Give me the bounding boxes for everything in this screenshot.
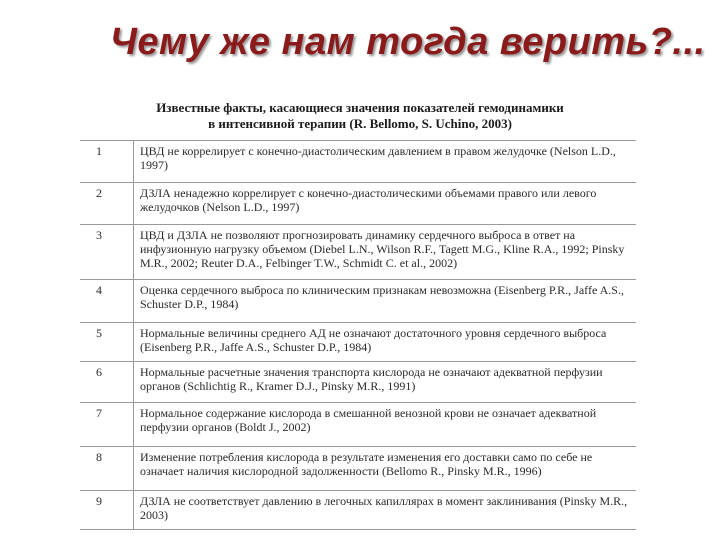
slide-title: Чему же нам тогда верить?... bbox=[110, 21, 706, 63]
row-number: 8 bbox=[80, 447, 134, 491]
row-text: Нормальное содержание кислорода в смешанной венозной крови не означает адекватной перфузии органов (Boldt J., 2002) bbox=[134, 403, 637, 447]
row-text: ДЗЛА не соответствует давлению в легочных капиллярах в момент заклинивания (Pinsky M.R., 2003) bbox=[134, 491, 637, 530]
row-text: Изменение потребления кислорода в результате изменения его доставки само по себе не означает наличия кислородной задолженности (Bellomo R., Pinsky M.R., 1996) bbox=[134, 447, 637, 491]
row-number: 1 bbox=[80, 141, 134, 183]
table-caption-line-2: в интенсивной терапии (R. Bellomo, S. Uchino, 2003) bbox=[208, 116, 512, 131]
table-row bbox=[80, 491, 636, 530]
table-row bbox=[80, 362, 636, 403]
table-row bbox=[80, 183, 636, 225]
row-number: 6 bbox=[80, 362, 134, 403]
row-text: Оценка сердечного выброса по клиническим признакам невозможна (Eisenberg P.R., Jaffe A.S., Schuster D.P., 1984) bbox=[134, 280, 637, 323]
row-text: ДЗЛА ненадежно коррелирует с конечно-диастолическими объемами правого или левого желудочков (Nelson L.D., 1997) bbox=[134, 183, 637, 225]
table-row bbox=[80, 447, 636, 491]
row-number: 3 bbox=[80, 225, 134, 280]
table-row bbox=[80, 280, 636, 323]
facts-table bbox=[80, 141, 636, 530]
table-caption bbox=[80, 100, 640, 132]
row-text: ЦВД и ДЗЛА не позволяют прогнозировать динамику сердечного выброса в ответ на инфузионную нагрузку объемом (Diebel L.N., Wilson R.F., Tagett M.G., Kline R.A., 1992; Pinsky M.R., 2002; Reuter D.A., Felbinger T.W., Schmidt C. et al., 2002) bbox=[134, 225, 637, 280]
row-text: Нормальные величины среднего АД не означают достаточного уровня сердечного выброса (Eisenberg P.R., Jaffe A.S., Schuster D.P., 1984) bbox=[134, 323, 637, 362]
table-row bbox=[80, 141, 636, 183]
row-number: 5 bbox=[80, 323, 134, 362]
row-number: 2 bbox=[80, 183, 134, 225]
row-number: 4 bbox=[80, 280, 134, 323]
table-row bbox=[80, 403, 636, 447]
row-text: ЦВД не коррелирует с конечно-диастолическим давлением в правом желудочке (Nelson L.D., 1997) bbox=[134, 141, 637, 183]
row-number: 9 bbox=[80, 491, 134, 530]
table-caption-line-1: Известные факты, касающиеся значения показателей гемодинамики bbox=[156, 100, 564, 115]
row-text: Нормальные расчетные значения транспорта кислорода не означают адекватной перфузии органов (Schlichtig R., Kramer D.J., Pinsky M.R., 1991) bbox=[134, 362, 637, 403]
table-row bbox=[80, 225, 636, 280]
table-row bbox=[80, 323, 636, 362]
row-number: 7 bbox=[80, 403, 134, 447]
